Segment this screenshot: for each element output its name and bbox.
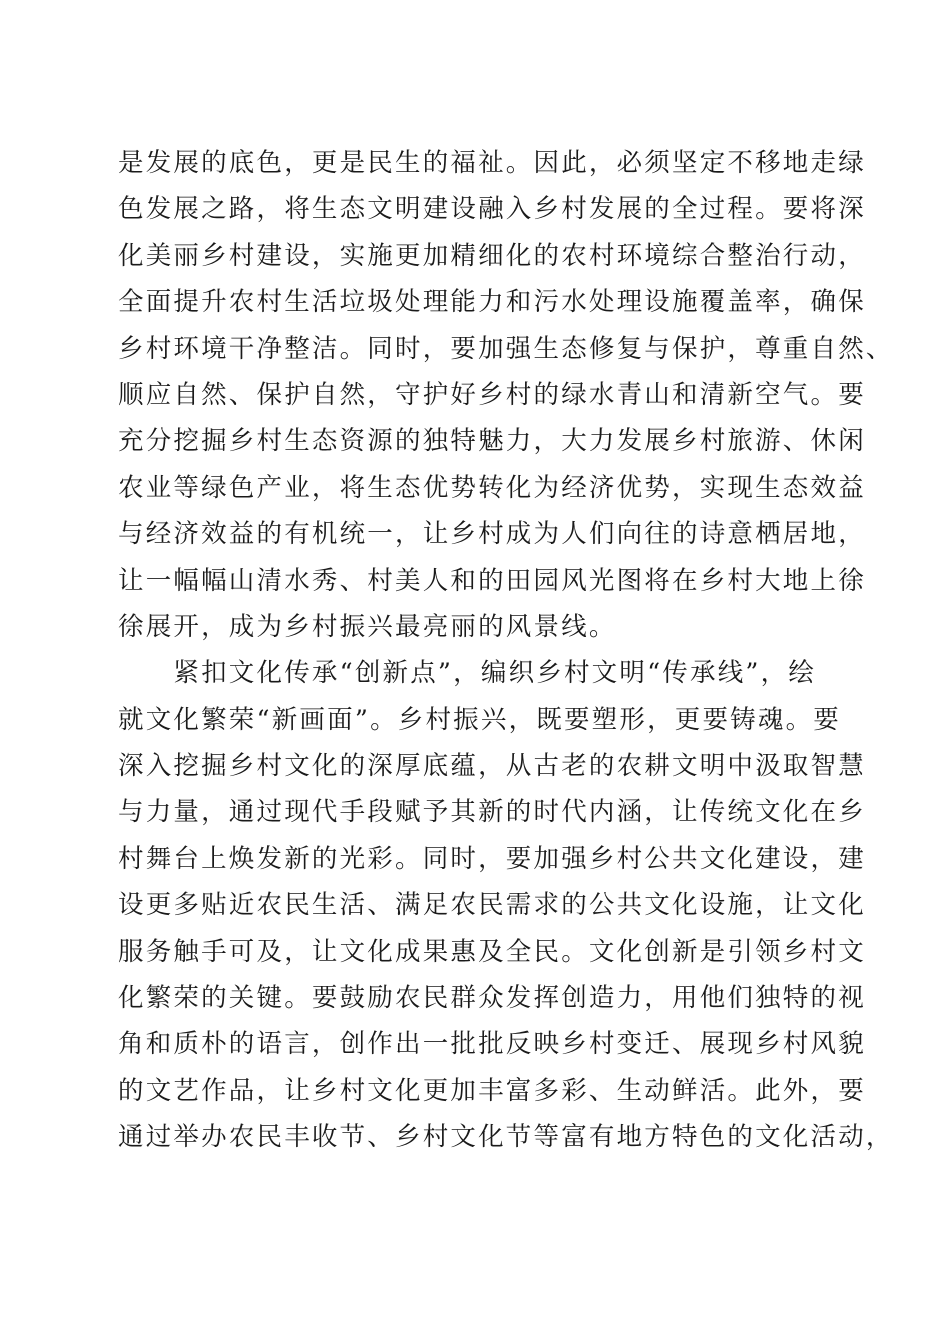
- text-line: 徐展开，成为乡村振兴最亮丽的风景线。: [118, 611, 617, 642]
- text-line: 与力量，通过现代手段赋予其新的时代内涵，让传统文化在乡: [118, 797, 866, 828]
- text-line: 服务触手可及，让文化成果惠及全民。文化创新是引领乡村文: [118, 936, 866, 967]
- text-line: 深入挖掘乡村文化的深厚底蕴，从古老的农耕文明中汲取智慧: [118, 751, 866, 782]
- text-line: 乡村环境干净整洁。同时，要加强生态修复与保护，尊重自然、: [118, 333, 894, 364]
- text-line: 村舞台上焕发新的光彩。同时，要加强乡村公共文化建设，建: [118, 843, 866, 874]
- text-line: 与经济效益的有机统一，让乡村成为人们向往的诗意栖居地，: [118, 519, 866, 550]
- text-line: 让一幅幅山清水秀、村美人和的田园风光图将在乡村大地上徐: [118, 565, 866, 596]
- text-line: 农业等绿色产业，将生态优势转化为经济优势，实现生态效益: [118, 472, 866, 503]
- text-line: 是发展的底色，更是民生的福祉。因此，必须坚定不移地走绿: [118, 148, 866, 178]
- text-line: 顺应自然、保护自然，守护好乡村的绿水青山和清新空气。要: [118, 379, 866, 410]
- text-line: 紧扣文化传承“创新点”，编织乡村文明“传承线”，绘: [118, 658, 817, 689]
- text-line: 充分挖掘乡村生态资源的独特魅力，大力发展乡村旅游、休闲: [118, 426, 866, 457]
- body-text: [118, 140, 894, 1161]
- text-line: 化美丽乡村建设，实施更加精细化的农村环境综合整治行动，: [118, 240, 866, 271]
- text-line: 角和质朴的语言，创作出一批批反映乡村变迁、展现乡村风貌: [118, 1029, 866, 1060]
- text-line: 色发展之路，将生态文明建设融入乡村发展的全过程。要将深: [118, 194, 866, 225]
- text-line: 化繁荣的关键。要鼓励农民群众发挥创造力，用他们独特的视: [118, 983, 866, 1014]
- text-line: 设更多贴近农民生活、满足农民需求的公共文化设施，让文化: [118, 890, 866, 921]
- text-line: 就文化繁荣“新画面”。乡村振兴，既要塑形，更要铸魂。要: [118, 704, 841, 735]
- text-line: 全面提升农村生活垃圾处理能力和污水处理设施覆盖率，确保: [118, 287, 866, 318]
- text-line: 通过举办农民丰收节、乡村文化节等富有地方特色的文化活动，: [118, 1122, 894, 1153]
- text-line: 的文艺作品，让乡村文化更加丰富多彩、生动鲜活。此外，要: [118, 1075, 866, 1106]
